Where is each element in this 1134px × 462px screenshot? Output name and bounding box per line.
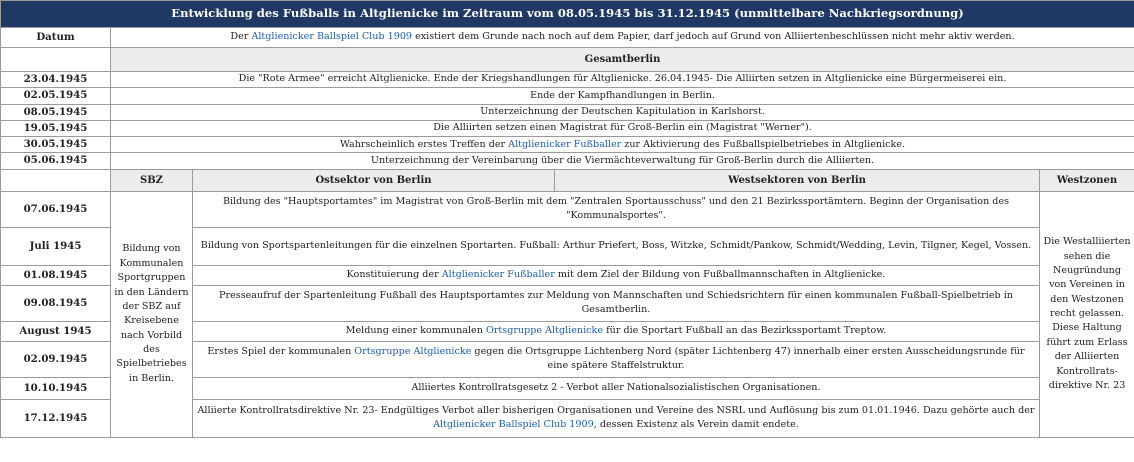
table-title: Entwicklung des Fußballs in Altglienicke im Zeitraum vom 08.05.1945 bis 31.12.1945 (unmittelbare Nachkriegsordnung) xyxy=(1,1,1134,28)
row-text: Wahrscheinlich erstes Treffen der Altglienicker Fußballer zur Aktivierung des Fußballspielbetriebes in Altglienicke. xyxy=(111,137,1134,153)
row-date: 17.12.1945 xyxy=(1,399,111,437)
row-text: Presseaufruf der Spartenleitung Fußball des Hauptsportamtes zur Meldung von Mannschaften und Schiedsrichtern für einen kommunalen Fußball-Spielbetrieb in Gesamtberlin. xyxy=(193,285,1040,321)
westzonen-header: Westzonen xyxy=(1040,169,1134,191)
ortsgruppe-altglienicke-link[interactable]: Ortsgruppe Altglienicke xyxy=(485,325,604,337)
row-text: Erstes Spiel der kommunalen Ortsgruppe Altglienicke gegen die Ortsgruppe Lichtenberg Nord (später Lichtenberg 47) innerhalb einer ersten Ausscheidungsrunde für eine spätere Staffelstruktur. xyxy=(193,341,1040,377)
row-date: 30.05.1945 xyxy=(1,137,111,153)
row-text: Konstituierung der Altglienicker Fußballer mit dem Ziel der Bildung von Fußballmannschaften in Altglienicke. xyxy=(193,265,1040,285)
row-date: 09.08.1945 xyxy=(1,285,111,321)
row-text: Alliiertes Kontrollratsgesetz 2 - Verbot aller Nationalsozialistischen Organisationen. xyxy=(193,377,1040,399)
row-date: Juli 1945 xyxy=(1,227,111,265)
sbz-header: SBZ xyxy=(111,169,193,191)
row-date: 23.04.1945 xyxy=(1,72,111,88)
empty-cell xyxy=(1,169,111,191)
row-date: 05.06.1945 xyxy=(1,153,111,169)
westsektoren-header: Westsektoren von Berlin xyxy=(555,169,1040,191)
empty-cell xyxy=(1,48,111,72)
row-text: Bildung von Sportspartenleitungen für die einzelnen Sportarten. Fußball: Arthur Priefert, Boss, Witzke, Schmidt/Pankow, Schmidt/Wedding, Levin, Tilgner, Kegel, Vossen. xyxy=(193,227,1040,265)
westzonen-text: Die Westalliierten sehen die Neugründung von Vereinen in den Westzonen recht gelassen. Diese Haltung führt zum Erlass der Alliierten Kontrollrats-direktive Nr. 23 xyxy=(1040,191,1134,437)
row-text: Unterzeichnung der Vereinbarung über die Viermächteverwaltung für Groß-Berlin durch die Alliierten. xyxy=(111,153,1134,169)
row-date: August 1945 xyxy=(1,321,111,341)
row-date: 02.05.1945 xyxy=(1,88,111,104)
row-text: Meldung einer kommunalen Ortsgruppe Altglienicke für die Sportart Fußball an das Bezirkssportamt Treptow. xyxy=(193,321,1040,341)
row-date: 02.09.1945 xyxy=(1,341,111,377)
row-date: 08.05.1945 xyxy=(1,104,111,120)
sbz-text: Bildung von Kommunalen Sportgruppen in den Ländern der SBZ auf Kreisebene nach Vorbild des Spielbetriebes in Berlin. xyxy=(111,191,193,437)
altglienicker-fussballer-link[interactable]: Altglienicker Fußballer xyxy=(441,269,555,281)
ostsektor-header: Ostsektor von Berlin xyxy=(193,169,555,191)
abc-1909-link[interactable]: Altglienicker Ballspiel Club 1909 xyxy=(251,31,413,43)
row-date: 19.05.1945 xyxy=(1,120,111,136)
intro-text: Der Altglienicker Ballspiel Club 1909 existiert dem Grunde nach noch auf dem Papier, darf jedoch auf Grund von Alliiertenbeschlüssen nicht mehr aktiv werden. xyxy=(111,28,1134,48)
row-text: Die "Rote Armee" erreicht Altglienicke. Ende der Kriegshandlungen für Altglienicke. 26.04.1945- Die Alliirten setzen in Altglienicke eine Bürgermeiserei ein. xyxy=(111,72,1134,88)
gesamtberlin-header: Gesamtberlin xyxy=(111,48,1134,72)
row-text: Bildung des "Hauptsportamtes" im Magistrat von Groß-Berlin mit dem "Zentralen Sportausschuss" und den 21 Bezirkssportämtern. Beginn der Organisation des "Kommunalsportes". xyxy=(193,191,1040,227)
altglienicker-fussballer-link[interactable]: Altglienicker Fußballer xyxy=(508,138,622,150)
row-date: 01.08.1945 xyxy=(1,265,111,285)
row-date: 10.10.1945 xyxy=(1,377,111,399)
row-date: 07.06.1945 xyxy=(1,191,111,227)
row-text: Alliierte Kontrollratsdirektive Nr. 23- Endgültiges Verbot aller bisherigen Organisationen und Vereine des NSRL und Auflösung bis zum 01.01.1946. Dazu gehörte auch der Altglienicker Ballspiel Club 1909, dessen Existenz als Verein damit endete. xyxy=(193,399,1040,437)
row-text: Die Alliirten setzen einen Magistrat für Groß-Berlin ein (Magistrat "Werner"). xyxy=(111,120,1134,136)
ortsgruppe-altglienicke-link[interactable]: Ortsgruppe Altglienicke xyxy=(354,345,472,357)
datum-header: Datum xyxy=(1,28,111,48)
abc-1909-link[interactable]: Altglienicker Ballspiel Club 1909 xyxy=(433,419,594,431)
row-text: Unterzeichnung der Deutschen Kapitulation in Karlshorst. xyxy=(111,104,1134,120)
row-text: Ende der Kampfhandlungen in Berlin. xyxy=(111,88,1134,104)
